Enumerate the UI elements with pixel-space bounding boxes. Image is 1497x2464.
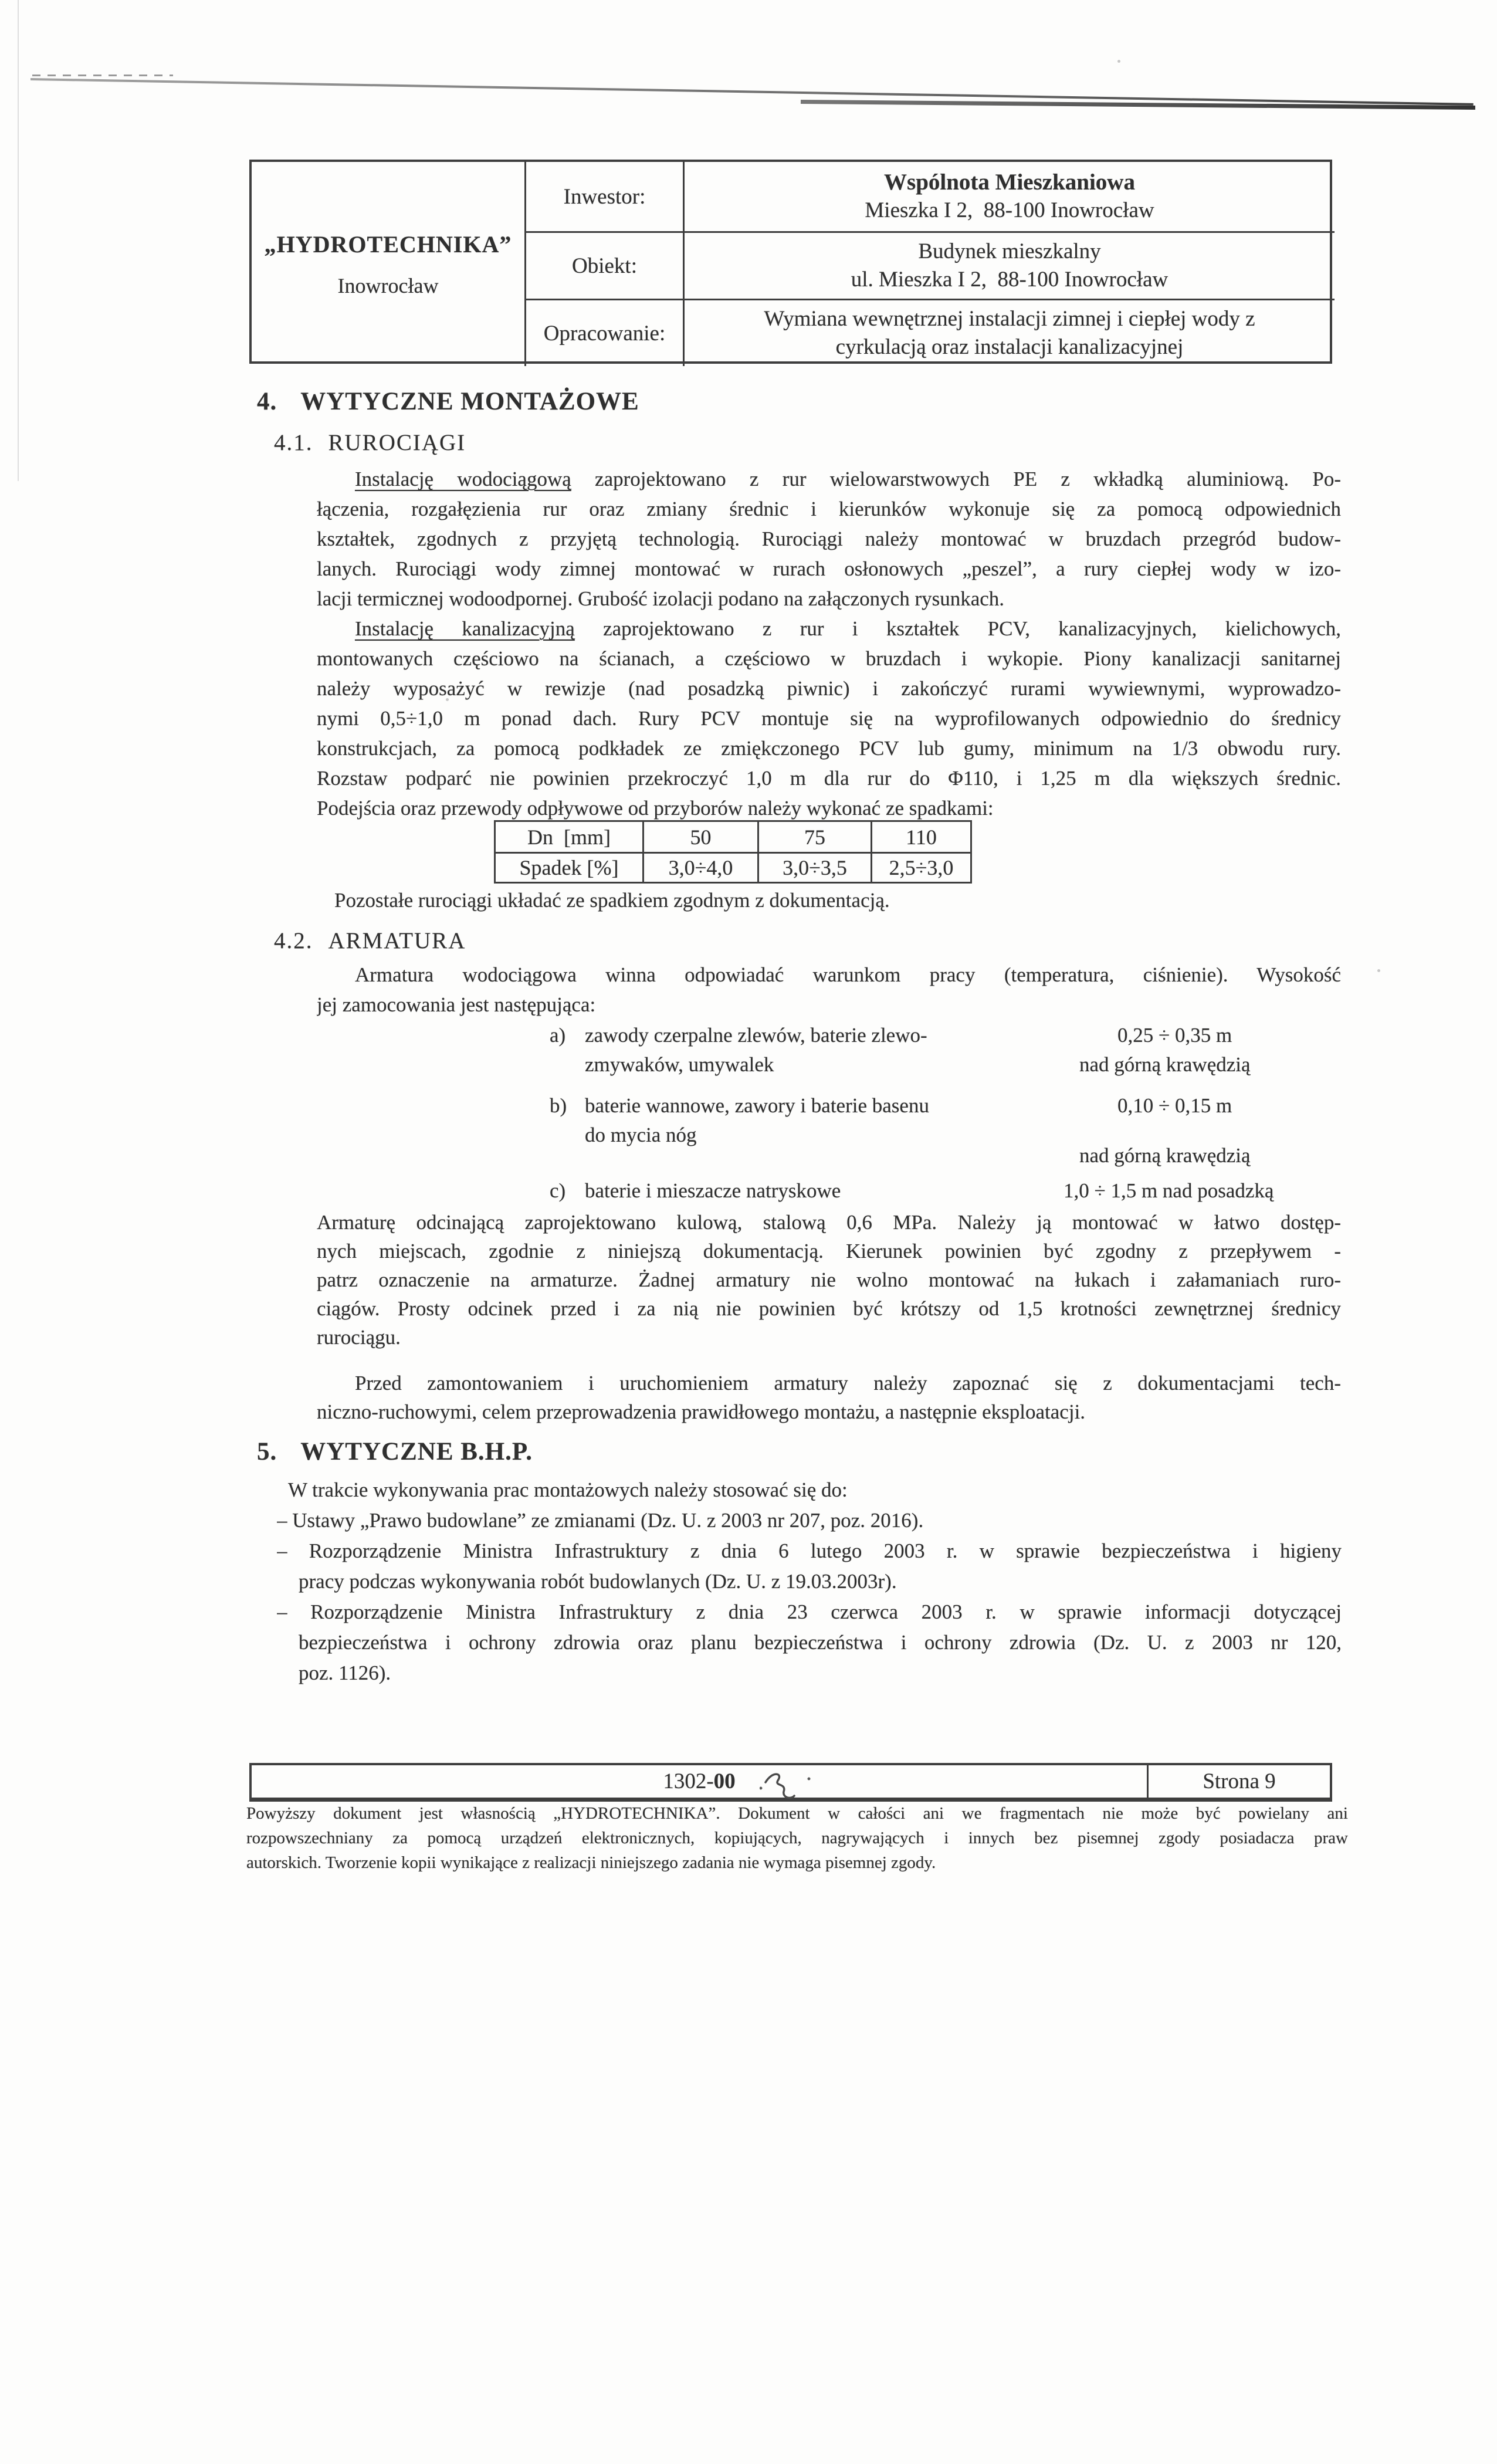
item-marker: c) [550, 1179, 566, 1202]
paragraph-line: konstrukcjach, za pomocą podkładek ze zmiękczonego PCV lub gumy, minimum na 1/3 obwodu rury. [317, 737, 1341, 760]
paragraph-line: Armaturę odcinającą zaprojektowano kulową, stalową 0,6 MPa. Należy ją montować w łatwo dostęp- [317, 1211, 1341, 1234]
item-height-range: 0,25 ÷ 0,35 m [1117, 1024, 1232, 1047]
paragraph-line: niczno-ruchowymi, celem przeprowadzenia prawidłowego montażu, a następnie eksploatacji. [317, 1400, 1086, 1423]
line-rest: zaprojektowano z rur wielowarstwowych PE z wkładką aluminiową. Po- [571, 468, 1341, 490]
item-description [585, 1021, 937, 1079]
paragraph-line: łączenia, rozgałęzienia rur oraz zmiany średnic i kierunków wykonuje się za pomocą odpowiednich [317, 497, 1341, 520]
item-description [585, 1091, 937, 1150]
object-type: Budynek mieszkalny [918, 239, 1101, 263]
slope-value-50: 3,0÷4,0 [642, 852, 757, 882]
slope-value-110: 2,5÷3,0 [871, 852, 970, 882]
company-city: Inowrocław [337, 273, 439, 297]
regulation-line: poz. 1126). [299, 1661, 391, 1684]
scan-artifact-dashes [32, 75, 173, 76]
investor-label-cell [524, 162, 683, 231]
regulation-line: bezpieczeństwa i ochrony zdrowia oraz planu bezpieczeństwa i ochrony zdrowia (Dz. U. z 2003 nr 120, [299, 1631, 1342, 1654]
slope-table-row-label: Spadek [%] [496, 852, 642, 882]
elaboration-line2: cyrkulacją oraz instalacji kanalizacyjnej [835, 335, 1184, 359]
regulation-line: – Rozporządzenie Ministra Infrastruktury z dnia 6 lutego 2003 r. w sprawie bezpieczeństwa i higieny [277, 1539, 1342, 1562]
section-5-number: 5. [257, 1438, 277, 1465]
paragraph-line: kształtek, zgodnych z przyjętą technologią. Rurociągi należy montować w bruzdach przegród budow- [317, 527, 1341, 550]
paragraph-line: patrz oznaczenie na armaturze. Żadnej armatury nie wolno montować na łukach i załamaniach ruro- [317, 1268, 1341, 1291]
water-installation-paragraph [317, 464, 1341, 614]
scan-speck [1117, 60, 1120, 63]
item-desc-line: zmywaków, umywalek [585, 1053, 774, 1076]
section-4-1-title: RUROCIĄGI [328, 430, 466, 455]
remaining-pipes-note: Pozostałe rurociągi układać ze spadkiem zgodnym z dokumentacją. [334, 889, 890, 912]
item-desc-line: zawody czerpalne zlewów, baterie zlewo- [585, 1024, 927, 1047]
elaboration-label: Opracowanie: [543, 321, 666, 346]
item-height-reference: nad górną krawędzią [1079, 1053, 1251, 1076]
object-address: ul. Mieszka I 2, 88-100 Inowrocław [851, 268, 1169, 292]
copyright-line: autorskich. Tworzenie kopii wynikające z realizacji niniejszego zadania nie wymaga pisemnej zgody. [246, 1853, 936, 1872]
page-number-cell [1147, 1765, 1330, 1798]
elaboration-line1: Wymiana wewnętrznej instalacji zimnej i ciepłej wody z [764, 307, 1255, 331]
regulation-line: – Ustawy „Prawo budowlane” ze zmianami (Dz. U. z 2003 nr 207, poz. 2016). [277, 1509, 924, 1532]
pre-installation-paragraph [317, 1369, 1341, 1426]
scan-edge-line [18, 0, 19, 481]
section-5-title: WYTYCZNE B.H.P. [300, 1438, 533, 1465]
document-number-suffix: 00 [713, 1769, 736, 1793]
title-block-table [249, 160, 1332, 364]
item-height-range: 0,10 ÷ 0,15 m [1117, 1094, 1232, 1117]
item-height-range: 1,0 ÷ 1,5 m nad posadzką [1064, 1179, 1274, 1202]
copyright-notice [246, 1801, 1348, 1875]
paragraph-line: Armatura wodociągowa winna odpowiadać warunkom pracy (temperatura, ciśnienie). Wysokość [355, 963, 1341, 986]
investor-name: Wspólnota Mieszkaniowa [884, 170, 1135, 195]
paragraph-line [317, 464, 1341, 494]
paragraph-line: Przed zamontowaniem i uruchomieniem armatury należy zapoznać się z dokumentacjami tech- [355, 1372, 1341, 1395]
paragraph-line [317, 614, 1341, 644]
fittings-intro-paragraph [317, 960, 1341, 1020]
bhp-regulations-list [277, 1505, 1342, 1688]
slope-table-header-dn: Dn [mm] [527, 825, 611, 849]
object-label-cell [524, 231, 683, 299]
slope-value-75: 3,0÷3,5 [757, 852, 871, 882]
paragraph-line: rurociągu. [317, 1326, 401, 1349]
section-4-1-number: 4.1. [274, 430, 313, 455]
copyright-line: Powyższy dokument jest własnością „HYDROTECHNIKA”. Dokument w całości ani we fragmentach nie może być powielany ani [246, 1804, 1348, 1823]
investor-value-cell [683, 162, 1335, 231]
regulation-line: pracy podczas wykonywania robót budowlanych (Dz. U. z 19.03.2003r). [299, 1570, 897, 1593]
elaboration-value-cell [683, 299, 1335, 366]
paragraph-line: nych miejscach, zgodnie z niniejszą dokumentacją. Kierunek powinien być zgodny z przepływem - [317, 1240, 1341, 1263]
paragraph-line: ciągów. Prosty odcinek przed i za nią nie powinien być krótszy od 1,5 krotności zewnętrznej średnicy [317, 1297, 1341, 1320]
elaboration-label-cell [524, 299, 683, 366]
slope-table-header-110: 110 [871, 822, 970, 852]
paragraph-line: lacji termicznej wodoodpornej. Grubość izolacji podano na załączonych rysunkach. [317, 587, 1005, 610]
object-value-cell [683, 231, 1335, 299]
investor-address: Mieszka I 2, 88-100 Inowrocław [865, 198, 1154, 222]
item-marker: a) [550, 1024, 566, 1047]
paragraph-line: Podejścia oraz przewody odpływowe od przyborów należy wykonać ze spadkami: [317, 797, 994, 820]
investor-label: Inwestor: [563, 184, 646, 209]
paragraph-line: należy wyposażyć w rewizje (nad posadzką piwnic) i zakończyć rurami wywiewnymi, wyprowadzo- [317, 677, 1341, 700]
document-number-cell [252, 1765, 1147, 1798]
paragraph-line: montowanych częściowo na ścianach, a częściowo w bruzdach i wykopie. Piony kanalizacji sanitarnej [317, 647, 1341, 670]
item-desc-line: do mycia nóg [585, 1123, 697, 1146]
section-4-2-heading [274, 928, 466, 954]
paragraph-line: nymi 0,5÷1,0 m ponad dach. Rury PCV montuje się na wyprofilowanych odpowiednio do średnicy [317, 707, 1341, 730]
section-4-number: 4. [257, 388, 277, 415]
shutoff-valves-paragraph [317, 1208, 1341, 1352]
item-height-reference: nad górną krawędzią [1079, 1144, 1251, 1167]
section-4-2-title: ARMATURA [328, 928, 466, 953]
company-name: „HYDROTECHNIKA” [264, 231, 512, 258]
copyright-line: rozpowszechniany za pomocą urządzeń elektronicznych, kopiujących, nagrywających i innych bez pisemnej zgody posiadacza praw [246, 1829, 1348, 1847]
pipe-slope-table [494, 820, 972, 884]
bhp-intro-line: W trakcie wykonywania prac montażowych należy stosować się do: [288, 1478, 848, 1501]
sewage-installation-paragraph [317, 614, 1341, 823]
line-rest: zaprojektowano z rur i kształtek PCV, kanalizacyjnych, kielichowych, [574, 617, 1341, 640]
item-description [585, 1176, 937, 1206]
scan-artifact-line [31, 78, 1474, 106]
paragraph-line: Rozstaw podparć nie powinien przekroczyć 1,0 m dla rur do Φ110, i 1,25 m dla większych średnic. [317, 767, 1341, 790]
item-marker: b) [550, 1094, 567, 1117]
slope-table-header-50: 50 [642, 822, 757, 852]
company-cell [252, 162, 524, 366]
document-number-prefix: 1302- [663, 1769, 714, 1793]
page-number: Strona 9 [1203, 1769, 1276, 1793]
section-4-1-heading [274, 429, 466, 456]
slope-table-header-75: 75 [757, 822, 871, 852]
section-4-heading [257, 387, 639, 416]
regulation-line: – Rozporządzenie Ministra Infrastruktury z dnia 23 czerwca 2003 r. w sprawie informacji dotyczącej [277, 1600, 1342, 1623]
paragraph-line: jej zamocowania jest następująca: [317, 993, 596, 1016]
document-number [663, 1769, 735, 1794]
underlined-lead: Instalację wodociągową [355, 468, 571, 490]
item-desc-line: baterie wannowe, zawory i baterie basenu [585, 1094, 929, 1117]
paragraph-line: lanych. Rurociągi wody zimnej montować w rurach osłonowych „peszel”, a rury ciepłej wody w izo- [317, 557, 1341, 580]
section-5-heading [257, 1437, 533, 1466]
object-label: Obiekt: [572, 253, 637, 278]
item-desc-line: baterie i mieszacze natryskowe [585, 1179, 841, 1202]
section-4-title: WYTYCZNE MONTAŻOWE [300, 388, 639, 415]
section-4-2-number: 4.2. [274, 928, 313, 953]
underlined-lead: Instalację kanalizacyjną [355, 617, 575, 640]
scan-speck [1377, 969, 1380, 972]
